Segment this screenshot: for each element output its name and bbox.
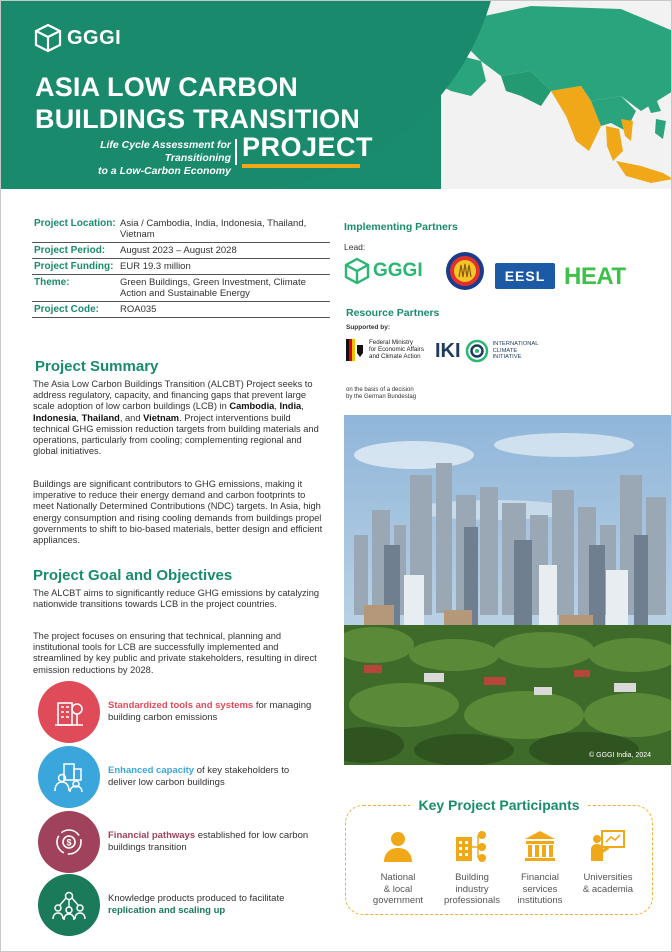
implementing-partners-title: Implementing Partners <box>344 221 458 233</box>
page-title <box>35 71 360 135</box>
participant-line: Universities <box>583 872 633 883</box>
iki-logo <box>435 339 539 363</box>
participant-label <box>505 872 575 907</box>
participants-title: Key Project Participants <box>410 797 587 813</box>
header-banner <box>1 1 672 189</box>
heat-logo: HEAT <box>564 263 626 290</box>
goal-highlight: Enhanced capacity <box>108 765 195 776</box>
iki-line: CLIMATE <box>492 347 518 354</box>
bmwk-line: for Economic Affairs <box>369 346 424 353</box>
supported-by-label: Supported by: <box>346 324 391 331</box>
resource-partners-title: Resource Partners <box>346 307 440 319</box>
summary-separator: , <box>301 401 304 412</box>
iki-line: INITIATIVE <box>492 354 522 361</box>
goal-highlight: Financial pathways <box>108 830 196 841</box>
city-skyline-photo <box>344 415 672 765</box>
summary-separator: , <box>274 401 280 412</box>
goal-item-enhanced-capacity <box>38 746 318 808</box>
goal-item-standardized-tools <box>38 681 318 743</box>
info-row-period <box>32 243 330 259</box>
project-info-table <box>32 216 330 318</box>
goals-paragraph-2: The project focuses on ensuring that technical, planning and institutional tools for LCB are successfully implemented and streamlined by key public and private stakeholders, resulting in direct emission reductions by 2028. <box>33 631 317 675</box>
goal-text <box>108 893 318 917</box>
participant-label <box>573 872 643 895</box>
building-network-icon <box>454 829 490 863</box>
info-value: ROA035 <box>120 304 157 315</box>
project-word: PROJECT <box>242 132 374 162</box>
info-label: Project Funding: <box>34 261 114 272</box>
goal-highlight: Standardized tools and systems <box>108 700 254 711</box>
participant-line: institutions <box>517 895 563 906</box>
photo-credit: © GGGI India, 2024 <box>589 752 651 759</box>
gggi-cube-icon <box>344 257 370 285</box>
people-network-icon <box>38 874 100 936</box>
title-line-2: BUILDINGS TRANSITION <box>35 104 360 134</box>
subtitle-line-2: to a Low-Carbon Economy <box>97 165 231 177</box>
goal-rest: of key stakeholders to deliver low carbon buildings <box>108 765 290 788</box>
goal-item-knowledge-products <box>38 874 318 936</box>
eesl-logo-text: EESL <box>504 268 546 284</box>
goal-prefix: Knowledge products produced to facilitate <box>108 893 285 904</box>
goal-text <box>108 765 318 789</box>
info-value: EUR 19.3 million <box>120 261 191 272</box>
teacher-icon <box>590 829 626 863</box>
bundestag-line: by the German Bundestag <box>346 394 417 400</box>
eesl-logo <box>495 263 555 289</box>
title-separator <box>235 139 237 165</box>
iki-circle-icon <box>465 339 489 363</box>
gggi-cube-icon <box>33 23 63 53</box>
project-underline <box>242 164 360 168</box>
person-icon <box>381 829 415 863</box>
summary-title: Project Summary <box>35 358 159 375</box>
goals-paragraph-1: The ALCBT aims to significantly reduce GHG emissions by catalyzing nationwide transitions towards LCB in the project countries. <box>33 588 320 610</box>
info-row-code <box>32 302 330 318</box>
goal-rest: established for low carbon buildings transition <box>108 830 309 853</box>
participant-label <box>363 872 433 907</box>
iki-letters: IKI <box>435 339 461 362</box>
summary-text: . Project interventions build technical GHG emission reduction targets from building materials and operations, particularly from cooling; complementing regional and global initiatives. <box>33 412 319 457</box>
participant-government <box>363 829 433 907</box>
iki-text <box>493 341 539 361</box>
participant-line: industry <box>455 883 489 895</box>
info-label: Project Code: <box>34 304 100 315</box>
subtitle <box>35 139 231 178</box>
goal-highlight: replication and scaling up <box>108 905 226 916</box>
info-row-location <box>32 216 330 243</box>
gggi-logo-text: GGGI <box>67 26 122 49</box>
bundestag-line: on the basis of a decision <box>346 387 414 393</box>
bmwk-line: Federal Ministry <box>369 339 414 346</box>
participant-line: Building <box>455 872 489 883</box>
goal-rest: for managing building carbon emissions <box>108 700 312 723</box>
summary-separator: , and <box>119 412 144 423</box>
skyline-illustration <box>344 415 672 765</box>
bundestag-note <box>346 387 416 401</box>
lead-label: Lead: <box>344 242 366 252</box>
iki-line: INTERNATIONAL <box>492 340 539 347</box>
participant-line: Financial <box>520 872 560 883</box>
info-label: Project Location: <box>34 218 116 229</box>
gggi-logo <box>33 23 121 53</box>
info-label: Theme: <box>34 277 70 288</box>
info-row-funding <box>32 259 330 275</box>
country-india: India <box>279 401 302 412</box>
country-thailand: Thailand <box>81 412 120 423</box>
goal-item-financial-pathways <box>38 811 318 873</box>
goal-text <box>108 700 318 724</box>
participant-line: professionals <box>444 895 500 906</box>
gggi-partner-text: GGGI <box>373 260 423 281</box>
subtitle-line-1: Life Cycle Assessment for Transitioning <box>100 139 231 164</box>
info-row-theme <box>32 275 330 302</box>
participant-universities <box>573 829 643 895</box>
summary-paragraph-1 <box>33 379 323 457</box>
info-value: Asia / Cambodia, India, Indonesia, Thailand, Vietnam <box>120 218 307 240</box>
country-indonesia: Indonesia <box>33 412 77 423</box>
info-value: Green Buildings, Green Investment, Climate Action and Sustainable Energy <box>120 277 306 299</box>
country-vietnam: Vietnam <box>143 412 180 423</box>
summary-separator: , <box>76 412 82 423</box>
summary-paragraph-2: Buildings are significant contributors to GHG emissions, making it imperative to reduce their energy demand and carbon footprints to meet Nationally Determined Contributions (NDC) targets. In Asia, high energy consumption and rising cooling demands from buildings propel governments to shift to bio-based materials, better design and efficient appliances. <box>33 479 323 546</box>
bmwk-logo <box>346 339 424 361</box>
goals-title: Project Goal and Objectives <box>33 567 233 584</box>
participant-line: government <box>372 895 424 906</box>
participant-label <box>437 872 507 907</box>
participant-line: services <box>522 883 558 895</box>
asean-emblem-icon <box>445 251 485 291</box>
participant-building-professionals <box>437 829 507 907</box>
goal-text <box>108 830 318 854</box>
participant-financial-institutions <box>505 829 575 907</box>
info-value: August 2023 – August 2028 <box>120 245 237 256</box>
bmwk-line: and Climate Action <box>369 353 421 360</box>
bank-icon <box>523 829 557 863</box>
participant-line: National <box>380 872 416 883</box>
building-tree-icon <box>38 681 100 743</box>
bmwk-text <box>369 339 424 360</box>
svg-text:$: $ <box>66 837 72 848</box>
country-cambodia: Cambodia <box>229 401 275 412</box>
participants-title-wrap <box>345 797 653 815</box>
info-label: Project Period: <box>34 245 106 256</box>
german-eagle-icon <box>346 339 364 361</box>
people-buildings-icon <box>38 746 100 808</box>
money-cycle-icon <box>38 811 100 873</box>
participant-line: & academia <box>582 883 634 895</box>
gggi-partner-logo <box>344 257 423 285</box>
summary-text: The Asia Low Carbon Buildings Transition (ALCBT) Project seeks to address regulatory, capacity, and financing gaps that prevent large scale adoption of low carbon buildings (LCB) in <box>33 379 313 412</box>
participant-line: & local <box>383 883 413 895</box>
title-line-1: ASIA LOW CARBON <box>35 72 298 102</box>
